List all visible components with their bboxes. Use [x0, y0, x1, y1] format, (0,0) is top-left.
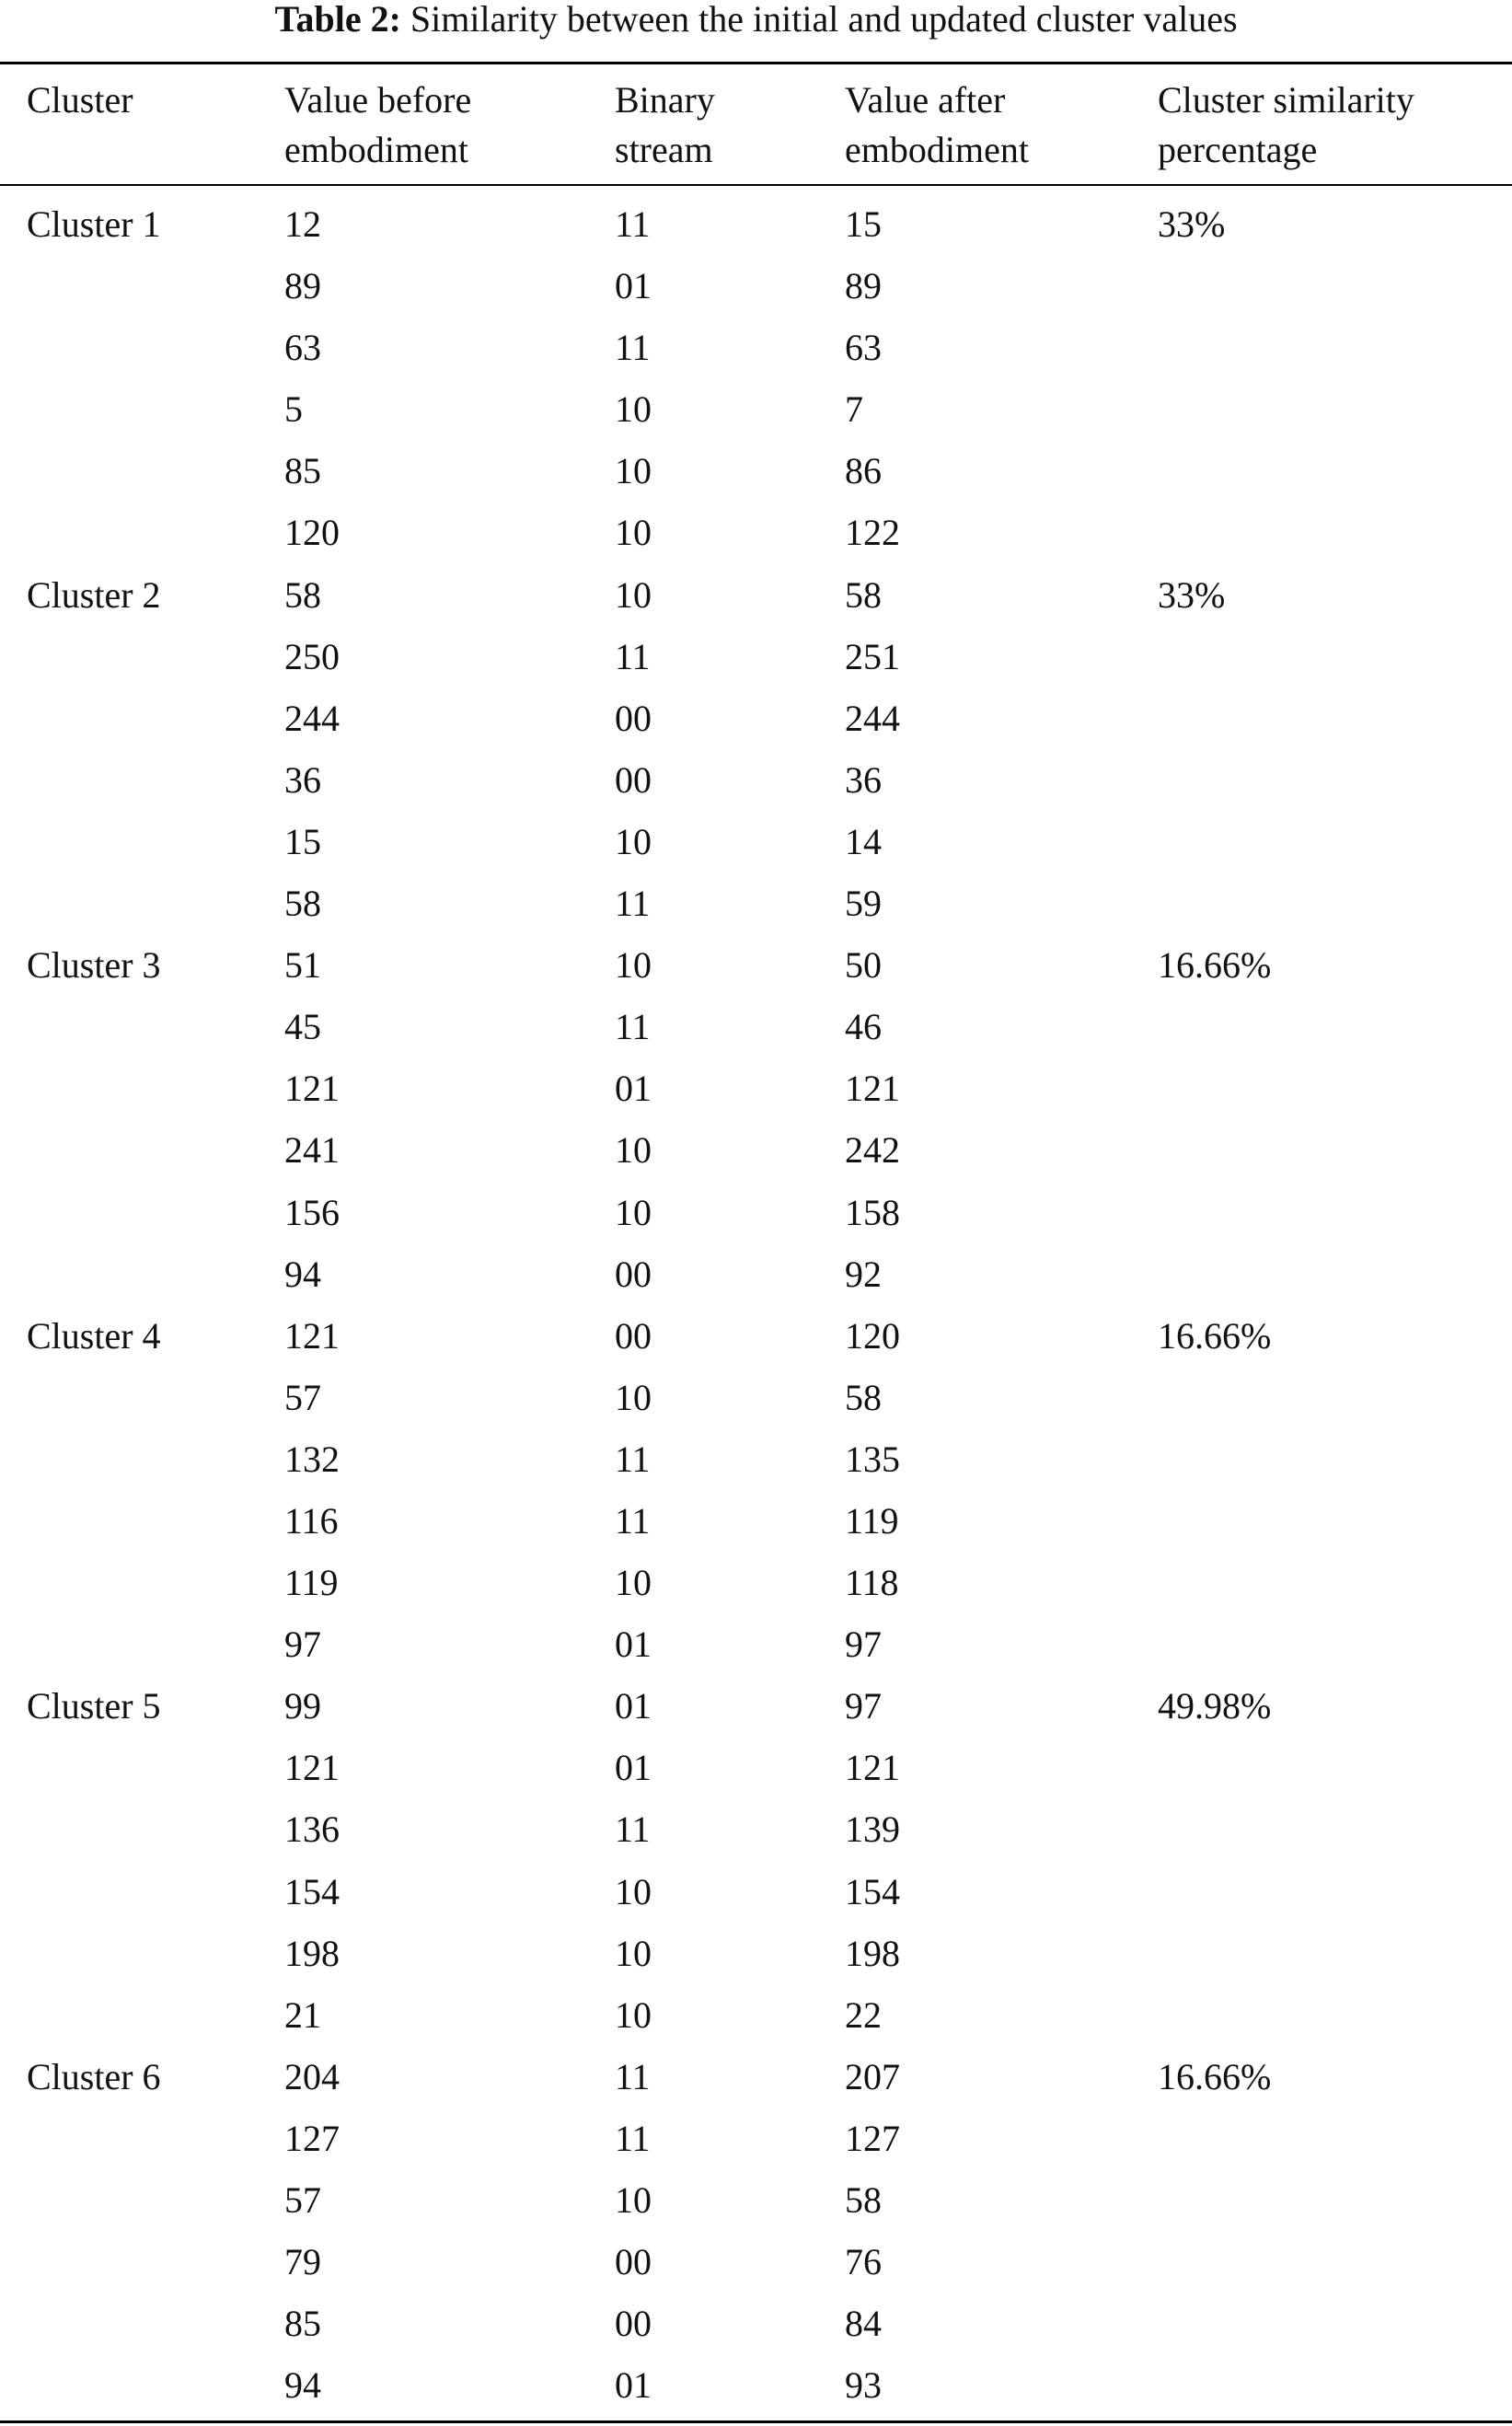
value-after-cell: 127: [845, 2117, 900, 2159]
table-row: [0, 1984, 1512, 2046]
header-value-before-line1: Value before: [284, 79, 472, 121]
value-before-cell: 250: [284, 635, 340, 677]
value-after-cell: 92: [845, 1253, 882, 1295]
table-row: [0, 1737, 1512, 1798]
binary-stream-cell: 01: [615, 2364, 652, 2407]
value-after-cell: 121: [845, 1068, 900, 1110]
value-before-cell: 198: [284, 1932, 340, 1974]
table-row: [0, 502, 1512, 563]
table-row: [0, 564, 1512, 626]
value-before-cell: 94: [284, 2364, 321, 2407]
value-after-cell: 121: [845, 1747, 900, 1789]
binary-stream-cell: 00: [615, 697, 652, 739]
table-row: [0, 749, 1512, 811]
value-after-cell: 120: [845, 1314, 900, 1357]
binary-stream-cell: 11: [615, 635, 651, 677]
value-after-cell: 207: [845, 2055, 900, 2097]
value-before-cell: 136: [284, 1808, 340, 1851]
table-row: [0, 1923, 1512, 1984]
similarity-cell: 49.98%: [1158, 1685, 1272, 1727]
value-before-cell: 120: [284, 512, 340, 554]
table-row: [0, 2354, 1512, 2416]
table-row: [0, 440, 1512, 502]
binary-stream-cell: 10: [615, 573, 652, 616]
table-header-rule: [0, 184, 1512, 186]
cluster-name-cell: Cluster 3: [27, 944, 161, 987]
value-before-cell: 89: [284, 265, 321, 307]
header-cluster-line1: Cluster: [27, 79, 133, 121]
value-after-cell: 139: [845, 1808, 900, 1851]
value-before-cell: 15: [284, 820, 321, 862]
value-after-cell: 158: [845, 1191, 900, 1233]
value-before-cell: 204: [284, 2055, 340, 2097]
header-value-before-line2: embodiment: [284, 129, 468, 170]
value-before-cell: 85: [284, 450, 321, 492]
value-after-cell: 122: [845, 512, 900, 554]
binary-stream-cell: 10: [615, 1562, 652, 1604]
value-before-cell: 36: [284, 758, 321, 801]
header-value-before: [284, 75, 471, 175]
value-after-cell: 135: [845, 1438, 900, 1480]
value-after-cell: 46: [845, 1006, 882, 1048]
header-cluster-similarity: [1158, 75, 1414, 175]
value-after-cell: 58: [845, 1376, 882, 1418]
table-row: [0, 2231, 1512, 2293]
binary-stream-cell: 11: [615, 2055, 651, 2097]
value-after-cell: 89: [845, 265, 882, 307]
table-row: [0, 2046, 1512, 2108]
value-before-cell: 45: [284, 1006, 321, 1048]
table-caption-label: Table 2:: [274, 0, 401, 40]
binary-stream-cell: 11: [615, 203, 651, 245]
table-bottom-rule: [0, 2420, 1512, 2423]
table-row: [0, 1613, 1512, 1675]
header-value-after: [845, 75, 1029, 175]
value-before-cell: 51: [284, 944, 321, 987]
table-row: [0, 2293, 1512, 2354]
value-after-cell: 86: [845, 450, 882, 492]
header-binary-stream: [615, 75, 715, 175]
header-value-after-line2: embodiment: [845, 129, 1029, 170]
table-row: [0, 193, 1512, 255]
value-before-cell: 154: [284, 1870, 340, 1912]
header-cluster-similarity-line1: Cluster similarity: [1158, 79, 1414, 121]
value-after-cell: 76: [845, 2241, 882, 2283]
table-row: [0, 1675, 1512, 1737]
value-after-cell: 97: [845, 1623, 882, 1666]
similarity-cell: 16.66%: [1158, 944, 1272, 987]
table-caption: [0, 0, 1512, 46]
value-after-cell: 97: [845, 1685, 882, 1727]
table-header: [0, 75, 1512, 179]
cluster-name-cell: Cluster 1: [27, 203, 161, 245]
table-row: [0, 1243, 1512, 1305]
binary-stream-cell: 10: [615, 1870, 652, 1912]
value-before-cell: 132: [284, 1438, 340, 1480]
value-before-cell: 12: [284, 203, 321, 245]
binary-stream-cell: 10: [615, 1993, 652, 2036]
table-row: [0, 2108, 1512, 2169]
value-before-cell: 156: [284, 1191, 340, 1233]
table-row: [0, 996, 1512, 1057]
cluster-name-cell: Cluster 2: [27, 573, 161, 616]
binary-stream-cell: 10: [615, 944, 652, 987]
similarity-cell: 33%: [1158, 573, 1226, 616]
value-after-cell: 119: [845, 1499, 899, 1542]
table-row: [0, 1861, 1512, 1923]
value-after-cell: 7: [845, 388, 863, 431]
table-row: [0, 1057, 1512, 1119]
value-before-cell: 241: [284, 1129, 340, 1172]
value-after-cell: 84: [845, 2303, 882, 2345]
binary-stream-cell: 00: [615, 1253, 652, 1295]
table-row: [0, 317, 1512, 378]
value-before-cell: 79: [284, 2241, 321, 2283]
binary-stream-cell: 10: [615, 1376, 652, 1418]
value-after-cell: 251: [845, 635, 900, 677]
value-before-cell: 116: [284, 1499, 339, 1542]
table-row: [0, 687, 1512, 749]
similarity-cell: 16.66%: [1158, 1314, 1272, 1357]
binary-stream-cell: 10: [615, 450, 652, 492]
value-before-cell: 21: [284, 1993, 321, 2036]
value-after-cell: 15: [845, 203, 882, 245]
value-after-cell: 244: [845, 697, 900, 739]
binary-stream-cell: 11: [615, 1499, 651, 1542]
value-before-cell: 97: [284, 1623, 321, 1666]
value-after-cell: 118: [845, 1562, 899, 1604]
table-row: [0, 1305, 1512, 1367]
value-after-cell: 154: [845, 1870, 900, 1912]
value-after-cell: 242: [845, 1129, 900, 1172]
value-before-cell: 127: [284, 2117, 340, 2159]
binary-stream-cell: 00: [615, 2241, 652, 2283]
binary-stream-cell: 01: [615, 1068, 652, 1110]
header-cluster-similarity-line2: percentage: [1158, 129, 1318, 170]
binary-stream-cell: 10: [615, 1191, 652, 1233]
header-binary-stream-line1: Binary: [615, 79, 715, 121]
table-row: [0, 1119, 1512, 1181]
value-after-cell: 198: [845, 1932, 900, 1974]
value-before-cell: 121: [284, 1747, 340, 1789]
table-row: [0, 255, 1512, 317]
table-caption-text: Similarity between the initial and updated cluster values: [410, 0, 1238, 40]
table-row: [0, 1428, 1512, 1490]
header-binary-stream-line2: stream: [615, 129, 713, 170]
cluster-name-cell: Cluster 4: [27, 1314, 161, 1357]
cluster-name-cell: Cluster 6: [27, 2055, 161, 2097]
value-before-cell: 94: [284, 1253, 321, 1295]
binary-stream-cell: 11: [615, 1006, 651, 1048]
binary-stream-cell: 01: [615, 1623, 652, 1666]
binary-stream-cell: 00: [615, 1314, 652, 1357]
table-row: [0, 1552, 1512, 1613]
header-value-after-line1: Value after: [845, 79, 1006, 121]
value-before-cell: 63: [284, 327, 321, 369]
binary-stream-cell: 11: [615, 327, 651, 369]
binary-stream-cell: 01: [615, 1685, 652, 1727]
similarity-cell: 16.66%: [1158, 2055, 1272, 2097]
binary-stream-cell: 11: [615, 2117, 651, 2159]
value-before-cell: 5: [284, 388, 303, 431]
value-before-cell: 57: [284, 1376, 321, 1418]
binary-stream-cell: 11: [615, 1808, 651, 1851]
table-body: [0, 193, 1512, 2416]
table-row: [0, 378, 1512, 440]
value-after-cell: 50: [845, 944, 882, 987]
value-after-cell: 14: [845, 820, 882, 862]
table-row: [0, 811, 1512, 872]
value-after-cell: 59: [845, 883, 882, 925]
value-after-cell: 36: [845, 758, 882, 801]
binary-stream-cell: 00: [615, 2303, 652, 2345]
table-top-rule: [0, 62, 1512, 64]
value-after-cell: 58: [845, 2179, 882, 2221]
header-cluster: [27, 75, 133, 125]
binary-stream-cell: 11: [615, 1438, 651, 1480]
table-row: [0, 872, 1512, 934]
table-row: [0, 1367, 1512, 1428]
binary-stream-cell: 00: [615, 758, 652, 801]
binary-stream-cell: 10: [615, 1129, 652, 1172]
value-after-cell: 22: [845, 1993, 882, 2036]
value-after-cell: 93: [845, 2364, 882, 2407]
value-before-cell: 57: [284, 2179, 321, 2221]
value-before-cell: 58: [284, 883, 321, 925]
binary-stream-cell: 10: [615, 512, 652, 554]
cluster-name-cell: Cluster 5: [27, 1685, 161, 1727]
similarity-cell: 33%: [1158, 203, 1226, 245]
binary-stream-cell: 01: [615, 265, 652, 307]
table-row: [0, 2169, 1512, 2231]
value-before-cell: 99: [284, 1685, 321, 1727]
value-before-cell: 121: [284, 1314, 340, 1357]
table-row: [0, 626, 1512, 687]
binary-stream-cell: 01: [615, 1747, 652, 1789]
table-row: [0, 1182, 1512, 1243]
table-row: [0, 1798, 1512, 1860]
binary-stream-cell: 10: [615, 1932, 652, 1974]
binary-stream-cell: 11: [615, 883, 651, 925]
table-row: [0, 934, 1512, 996]
value-before-cell: 119: [284, 1562, 339, 1604]
value-before-cell: 244: [284, 697, 340, 739]
binary-stream-cell: 10: [615, 2179, 652, 2221]
binary-stream-cell: 10: [615, 820, 652, 862]
value-after-cell: 58: [845, 573, 882, 616]
value-before-cell: 85: [284, 2303, 321, 2345]
value-before-cell: 121: [284, 1068, 340, 1110]
table-row: [0, 1490, 1512, 1552]
value-after-cell: 63: [845, 327, 882, 369]
value-before-cell: 58: [284, 573, 321, 616]
binary-stream-cell: 10: [615, 388, 652, 431]
